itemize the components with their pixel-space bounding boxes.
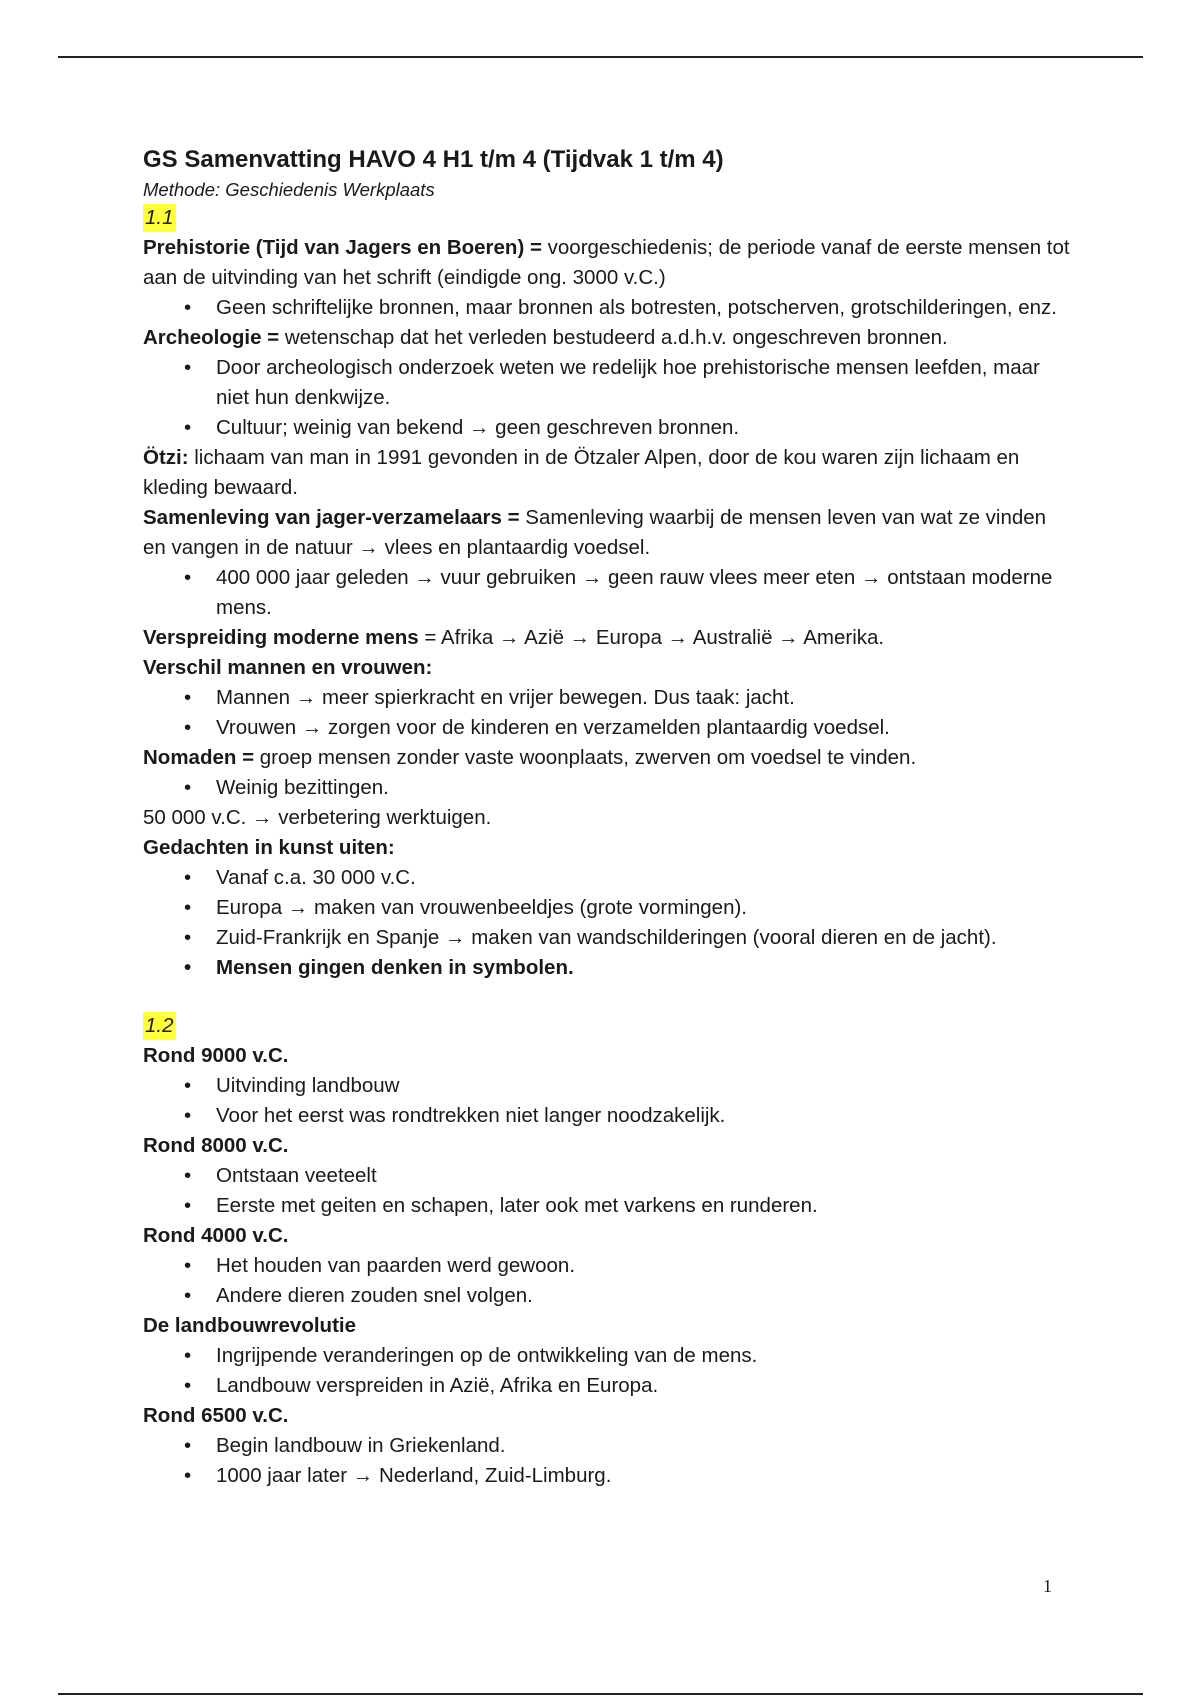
bullet-list [143, 1251, 1073, 1311]
term: Verspreiding moderne mens [143, 626, 419, 649]
list-item: • Europa → maken van vrouwenbeeldjes (grote vormingen). [143, 893, 1073, 923]
heading-8000: Rond 8000 v.C. [143, 1134, 289, 1157]
bullet-list [143, 773, 1073, 803]
bullet-list [143, 683, 1073, 743]
term: Ötzi: [143, 446, 189, 469]
list-item: • Voor het eerst was rondtrekken niet langer noodzakelijk. [143, 1101, 1073, 1131]
definition-text: Samenleving waarbij de mensen leven van wat ze vinden en vangen in de natuur → vlees en plantaardig voedsel. [143, 506, 1047, 559]
list-item: • 400 000 jaar geleden → vuur gebruiken → geen rauw vlees meer eten → ontstaan moderne mens. [143, 563, 1073, 623]
heading-4000: Rond 4000 v.C. [143, 1224, 289, 1247]
definition-verspreiding [143, 623, 1073, 653]
definition-prehistorie [143, 233, 1073, 293]
list-item: • Uitvinding landbouw [143, 1071, 1073, 1101]
heading-kunst: Gedachten in kunst uiten: [143, 836, 395, 859]
list-item: • Ontstaan veeteelt [143, 1161, 1073, 1191]
list-item: • Andere dieren zouden snel volgen. [143, 1281, 1073, 1311]
bullet-list [143, 1161, 1073, 1221]
heading-9000: Rond 9000 v.C. [143, 1044, 289, 1067]
list-item: • Mannen → meer spierkracht en vrijer bewegen. Dus taak: jacht. [143, 683, 1073, 713]
list-item: • Zuid-Frankrijk en Spanje → maken van wandschilderingen (vooral dieren en de jacht). [143, 923, 1073, 953]
bullet-list [143, 863, 1073, 983]
definition-nomaden [143, 743, 1073, 773]
bullet-list [143, 563, 1073, 623]
bullet-list [143, 1071, 1073, 1131]
definition-text: lichaam van man in 1991 gevonden in de Ötzaler Alpen, door de kou waren zijn lichaam en kleding bewaard. [143, 446, 1020, 499]
document-title: GS Samenvatting HAVO 4 H1 t/m 4 (Tijdvak 1 t/m 4) [143, 146, 724, 173]
werktuigen-line: 50 000 v.C. → verbetering werktuigen. [143, 806, 492, 829]
definition-otzi [143, 443, 1073, 503]
page-content [143, 143, 1073, 1491]
definition-archeologie [143, 323, 1073, 353]
definition-text: groep mensen zonder vaste woonplaats, zwerven om voedsel te vinden. [254, 746, 917, 769]
section-label-1-2: 1.2 [143, 1012, 176, 1040]
heading-landbouwrevolutie: De landbouwrevolutie [143, 1314, 356, 1337]
bottom-rule [58, 1693, 1143, 1695]
definition-text: = Afrika → Azië → Europa → Australië → Amerika. [418, 626, 885, 649]
term: Prehistorie (Tijd van Jagers en Boeren) = [143, 236, 542, 259]
top-rule [58, 56, 1143, 58]
list-item: • Het houden van paarden werd gewoon. [143, 1251, 1073, 1281]
list-item: • Begin landbouw in Griekenland. [143, 1431, 1073, 1461]
bullet-list [143, 293, 1073, 323]
bullet-list [143, 1341, 1073, 1401]
section-label-1-1: 1.1 [143, 204, 176, 232]
list-item: • Mensen gingen denken in symbolen. [143, 953, 1073, 983]
list-item: • 1000 jaar later → Nederland, Zuid-Limburg. [143, 1461, 1073, 1491]
list-item: • Landbouw verspreiden in Azië, Afrika en Europa. [143, 1371, 1073, 1401]
list-item: • Door archeologisch onderzoek weten we redelijk hoe prehistorische mensen leefden, maar niet hun denkwijze. [143, 353, 1073, 413]
term: Archeologie = [143, 326, 280, 349]
list-item: • Cultuur; weinig van bekend → geen geschreven bronnen. [143, 413, 1073, 443]
list-item: • Ingrijpende veranderingen op de ontwikkeling van de mens. [143, 1341, 1073, 1371]
spacer [143, 983, 1073, 1011]
definition-text: voorgeschiedenis; de periode vanaf de eerste mensen tot aan de uitvinding van het schrift (eindigde ong. 3000 v.C.) [143, 236, 1070, 289]
list-item: • Vrouwen → zorgen voor de kinderen en verzamelden plantaardig voedsel. [143, 713, 1073, 743]
definition-text: wetenschap dat het verleden bestudeerd a.d.h.v. ongeschreven bronnen. [279, 326, 948, 349]
term: Nomaden = [143, 746, 255, 769]
bullet-list [143, 353, 1073, 443]
heading-verschil: Verschil mannen en vrouwen: [143, 656, 433, 679]
term: Samenleving van jager-verzamelaars = [143, 506, 520, 529]
heading-6500: Rond 6500 v.C. [143, 1404, 289, 1427]
method-line: Methode: Geschiedenis Werkplaats [143, 179, 435, 200]
list-item: • Eerste met geiten en schapen, later ook met varkens en runderen. [143, 1191, 1073, 1221]
page-number: 1 [1043, 1576, 1052, 1596]
definition-samenleving [143, 503, 1073, 563]
list-item: • Geen schriftelijke bronnen, maar bronnen als botresten, potscherven, grotschilderingen, enz. [143, 293, 1073, 323]
bullet-list [143, 1431, 1073, 1491]
list-item: • Weinig bezittingen. [143, 773, 1073, 803]
list-item: • Vanaf c.a. 30 000 v.C. [143, 863, 1073, 893]
